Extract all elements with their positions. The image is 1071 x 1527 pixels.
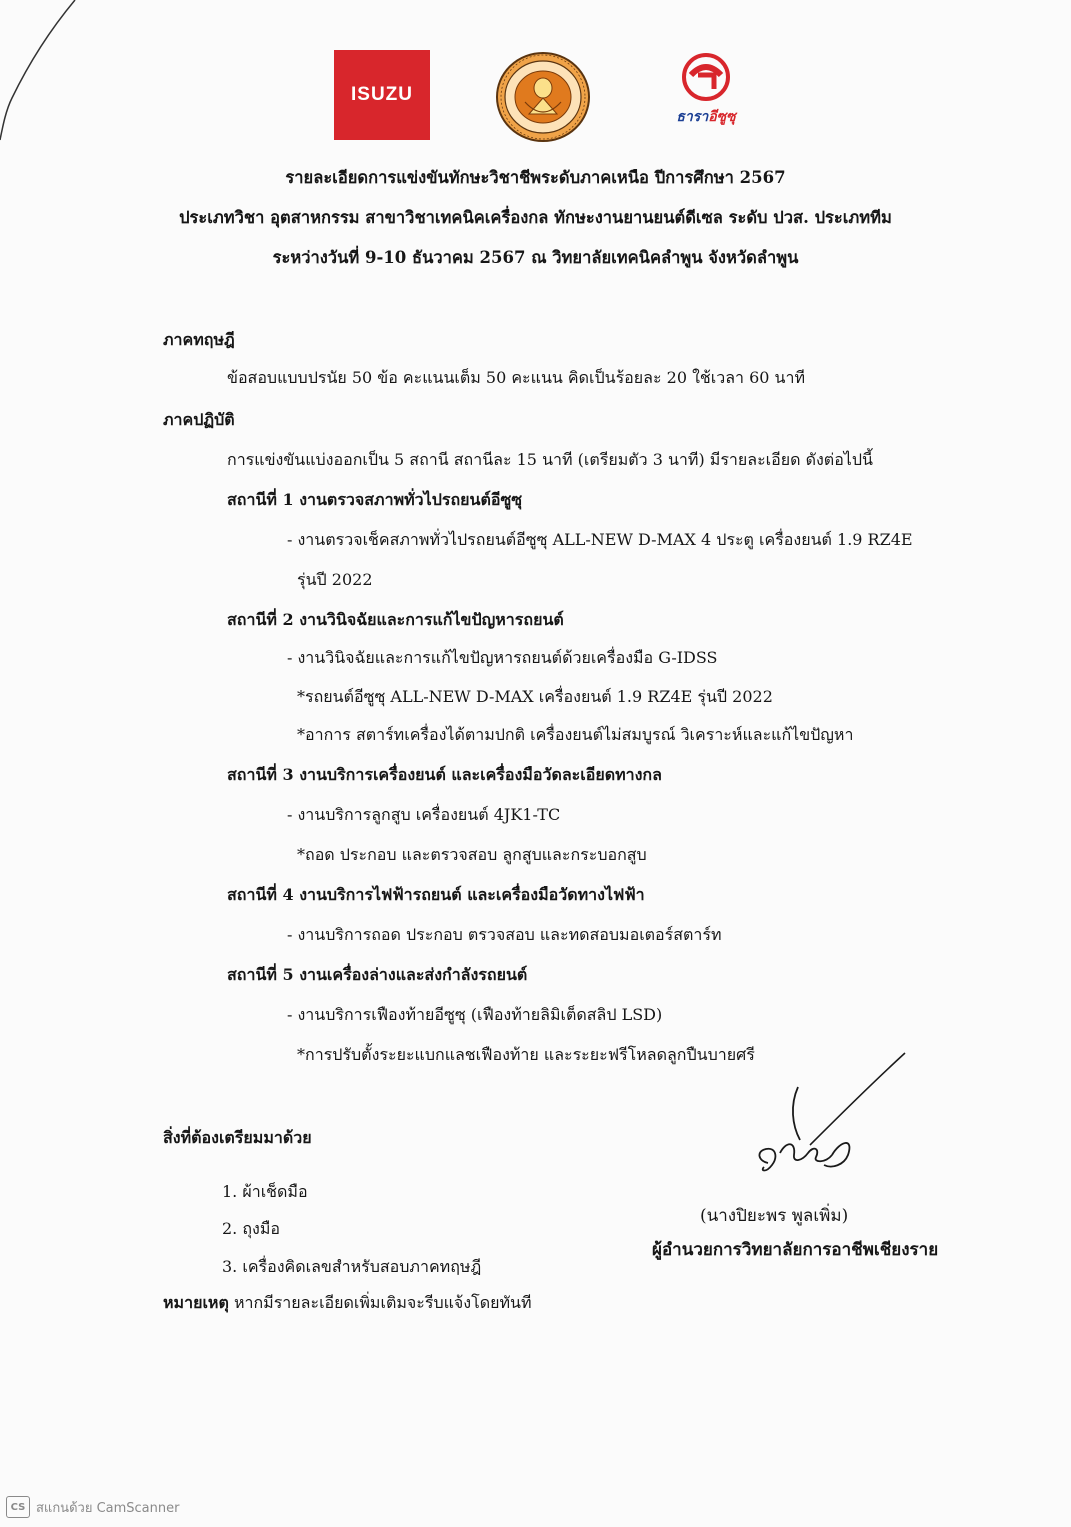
practice-heading: ภาคปฏิบัติ xyxy=(163,410,235,429)
theory-heading: ภาคทฤษฎี xyxy=(163,330,235,349)
station-2-note-2: *อาการ สตาร์ทเครื่องได้ตามปกติ เครื่องยนต์ไม่สมบูรณ์ วิเคราะห์และแก้ไขปัญหา xyxy=(297,725,854,744)
prepare-item-2: 2. ถุงมือ xyxy=(222,1219,281,1238)
remark-text: หากมีรายละเอียดเพิ่มเติมจะรีบแจ้งโดยทันที xyxy=(228,1293,532,1312)
document-title-line-2: ประเภทวิชา อุตสาหกรรม สาขาวิชาเทคนิคเครื่องกล ทักษะงานยานยนต์ดีเซล ระดับ ปวส. ประเภททีม xyxy=(179,208,892,227)
station-3-item: - งานบริการลูกสูบ เครื่องยนต์ 4JK1-TC xyxy=(287,805,561,824)
station-1-item: - งานตรวจเช็คสภาพทั่วไปรถยนต์อีซูซุ ALL-NEW D-MAX 4 ประตู เครื่องยนต์ 1.9 RZ4E xyxy=(287,530,913,549)
signatory-name: (นางปิยะพร พูลเพิ่ม) xyxy=(700,1206,849,1226)
handwritten-signature xyxy=(720,1045,920,1175)
station-2-item: - งานวินิจฉัยและการแก้ไขปัญหารถยนต์ด้วยเครื่องมือ G-IDSS xyxy=(287,648,718,667)
station-2-note-1: *รถยนต์อีซูซุ ALL-NEW D-MAX เครื่องยนต์ 1.9 RZ4E รุ่นปี 2022 xyxy=(297,687,773,706)
vocational-education-seal xyxy=(495,52,591,142)
station-1-title: สถานีที่ 1 งานตรวจสภาพทั่วไปรถยนต์อีซูซุ xyxy=(227,490,523,509)
thara-isuzu-wordmark xyxy=(660,106,752,128)
prepare-item-3: 3. เครื่องคิดเลขสำหรับสอบภาคทฤษฎี xyxy=(222,1257,482,1276)
station-3-title: สถานีที่ 3 งานบริการเครื่องยนต์ และเครื่องมือวัดละเอียดทางกล xyxy=(227,765,662,784)
theory-detail: ข้อสอบแบบปรนัย 50 ข้อ คะแนนเต็ม 50 คะแนน คิดเป็นร้อยละ 20 ใช้เวลา 60 นาที xyxy=(227,368,805,387)
isuzu-logo xyxy=(334,50,430,140)
remark-label: หมายเหตุ xyxy=(163,1293,229,1312)
remark xyxy=(163,1293,531,1313)
document-title-line-3: ระหว่างวันที่ 9-10 ธันวาคม 2567 ณ วิทยาลัยเทคนิคลำพูน จังหวัดลำพูน xyxy=(272,248,799,267)
station-5-note: *การปรับตั้งระยะแบกแลชเฟืองท้าย และระยะฟรีโหลดลูกปืนบายศรี xyxy=(297,1045,755,1064)
station-2-title: สถานีที่ 2 งานวินิจฉัยและการแก้ไขปัญหารถยนต์ xyxy=(227,610,564,629)
document-title-line-1: รายละเอียดการแข่งขันทักษะวิชาชีพระดับภาคเหนือ ปีการศึกษา 2567 xyxy=(285,168,786,187)
camscanner-icon: CS xyxy=(6,1496,30,1518)
station-3-note: *ถอด ประกอบ และตรวจสอบ ลูกสูบและกระบอกสูบ xyxy=(297,845,647,864)
station-1-item-continued: รุ่นปี 2022 xyxy=(297,570,373,589)
signatory-title: ผู้อำนวยการวิทยาลัยการอาชีพเชียงราย xyxy=(652,1240,939,1260)
station-5-item: - งานบริการเฟืองท้ายอีซูซุ (เฟืองท้ายลิมิเต็ดสลิป LSD) xyxy=(287,1005,663,1024)
practice-intro: การแข่งขันแบ่งออกเป็น 5 สถานี สถานีละ 15 นาที (เตรียมตัว 3 นาที) มีรายละเอียด ดังต่อไปนี้ xyxy=(227,450,873,469)
prepare-heading: สิ่งที่ต้องเตรียมมาด้วย xyxy=(163,1128,312,1147)
thara-isuzu-logo xyxy=(660,45,752,135)
camscanner-text: สแกนด้วย CamScanner xyxy=(36,1500,180,1516)
isuzu-thai-word: อีซูซุ xyxy=(708,109,736,125)
prepare-item-1: 1. ผ้าเช็ดมือ xyxy=(222,1182,308,1201)
station-4-title: สถานีที่ 4 งานบริการไฟฟ้ารถยนต์ และเครื่องมือวัดทางไฟฟ้า xyxy=(227,885,645,904)
isuzu-logo-text: ISUZU xyxy=(351,84,413,105)
thara-word: ธารา xyxy=(676,109,709,125)
station-4-item: - งานบริการถอด ประกอบ ตรวจสอบ และทดสอบมอเตอร์สตาร์ท xyxy=(287,925,722,944)
station-5-title: สถานีที่ 5 งานเครื่องล่างและส่งกำลังรถยนต์ xyxy=(227,965,528,984)
camscanner-watermark xyxy=(6,1496,179,1518)
